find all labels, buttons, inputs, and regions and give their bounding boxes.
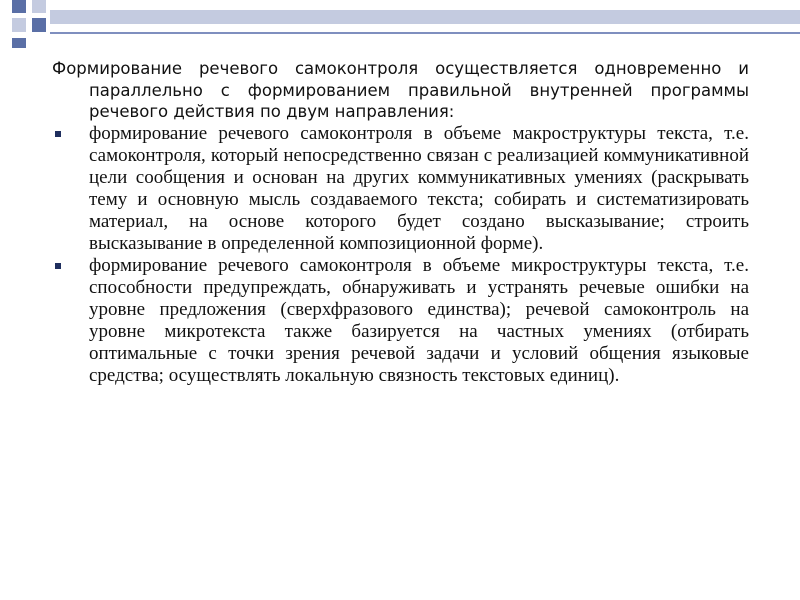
header-decoration bbox=[0, 0, 800, 60]
deco-square-2 bbox=[32, 0, 46, 13]
deco-square-3 bbox=[12, 18, 26, 32]
intro-paragraph: Формирование речевого самоконтроля осуществляется одновременно и параллельно с формированием правильной внутренней программы речевого действия по двум направления: bbox=[52, 59, 749, 121]
bullet-item-microstructure bbox=[52, 255, 749, 387]
slide-content bbox=[52, 58, 749, 387]
deco-square-4 bbox=[32, 18, 46, 32]
bullet-text: формирование речевого самоконтроля в объеме макроструктуры текста, т.е. самоконтроля, который непосредственно связан с реализацией коммуникативной цели сообщения и основан на других коммуникативных умениях (раскрывать тему и основную мысль создаваемого текста; собирать и систематизировать материал, на основе которого будет создано высказывание; строить высказывание в определенной композиционной форме). bbox=[89, 122, 749, 254]
bullet-item-macrostructure bbox=[52, 123, 749, 255]
deco-square-1 bbox=[12, 0, 26, 13]
deco-square-5 bbox=[12, 38, 26, 48]
square-bullet-icon bbox=[55, 263, 61, 269]
deco-band bbox=[50, 10, 800, 24]
square-bullet-icon bbox=[55, 131, 61, 137]
bullet-list bbox=[52, 123, 749, 387]
deco-line bbox=[50, 32, 800, 34]
bullet-text: формирование речевого самоконтроля в объеме микроструктуры текста, т.е. способности предупреждать, обнаруживать и устранять речевые ошибки на уровне предложения (сверхфразового единства); речевой самоконтроль на уровне микротекста также базируется на частных умениях (отбирать оптимальные с точки зрения речевой задачи и условий общения языковые средства; осуществлять локальную связность текстовых единиц). bbox=[89, 254, 749, 386]
